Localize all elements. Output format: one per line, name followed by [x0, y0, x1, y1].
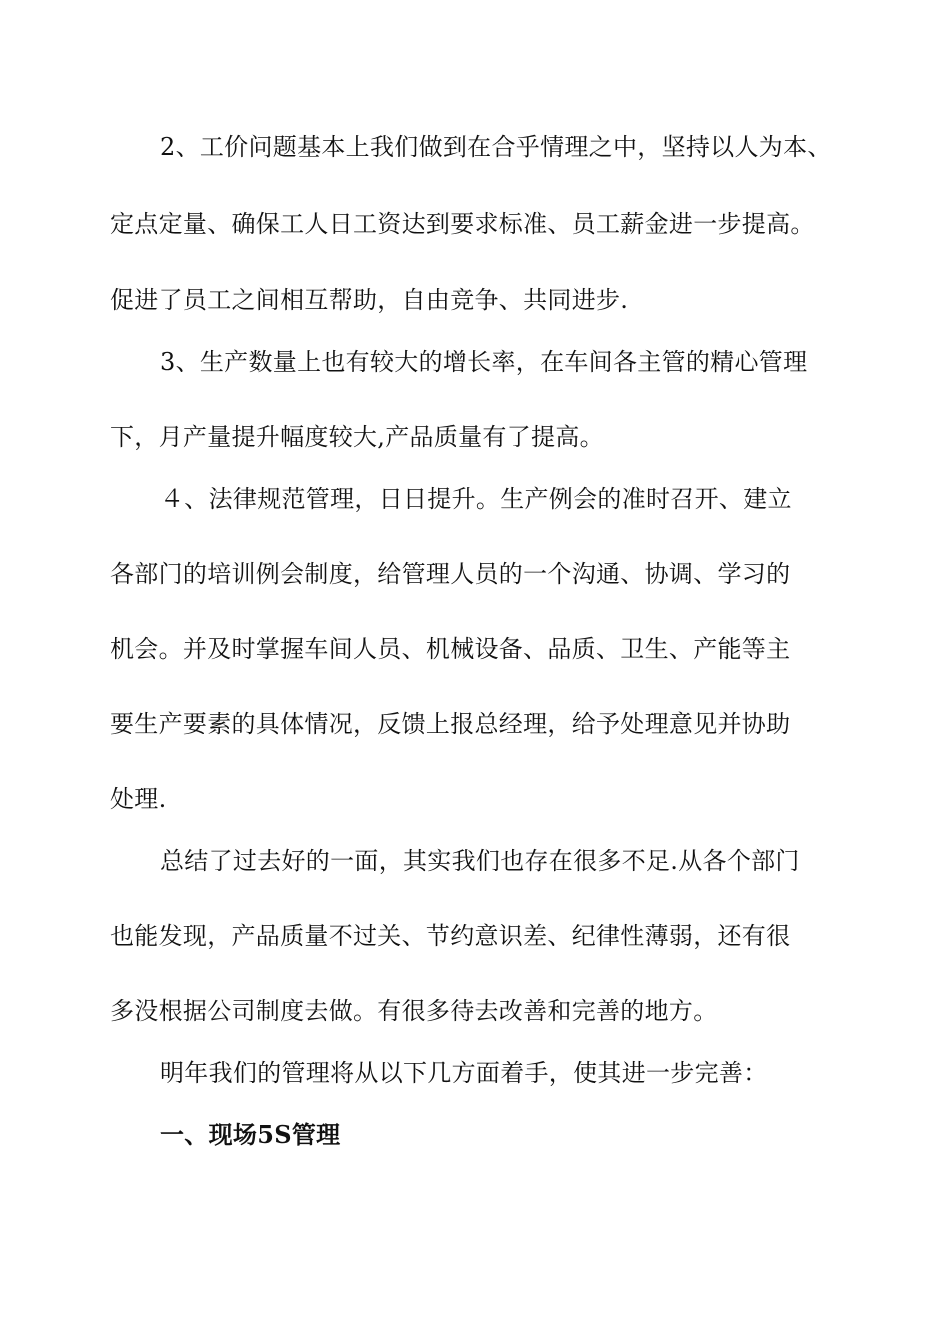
paragraph-line: 明年我们的管理将从以下几方面着手，使其进一步完善： — [160, 1059, 768, 1087]
section-heading: 一、现场5S管理 — [160, 1120, 341, 1149]
paragraph-line: 也能发现，产品质量不过关、节约意识差、纪律性薄弱，还有很 — [110, 922, 791, 950]
paragraph-line: 2、工价问题基本上我们做到在合乎情理之中，坚持以人为本、 — [160, 133, 832, 161]
paragraph-line: ４、法律规范管理，日日提升。生产例会的准时召开、建立 — [160, 485, 792, 513]
paragraph-line: 机会。并及时掌握车间人员、机械设备、品质、卫生、产能等主 — [110, 635, 791, 663]
paragraph-line: 多没根据公司制度去做。有很多待去改善和完善的地方。 — [110, 997, 718, 1025]
paragraph-line: 处理. — [110, 785, 167, 813]
paragraph-line: 各部门的培训例会制度，给管理人员的一个沟通、协调、学习的 — [110, 560, 791, 588]
paragraph-line: 要生产要素的具体情况，反馈上报总经理，给予处理意见并协助 — [110, 710, 791, 738]
paragraph-line: 定点定量、确保工人日工资达到要求标准、员工薪金进一步提高。 — [110, 210, 815, 238]
paragraph-line: 促进了员工之间相互帮助，自由竞争、共同进步. — [110, 286, 629, 314]
paragraph-line: 3、生产数量上也有较大的增长率，在车间各主管的精心管理 — [160, 348, 808, 376]
paragraph-line: 总结了过去好的一面，其实我们也存在很多不足.从各个部门 — [160, 847, 800, 875]
paragraph-line: 下，月产量提升幅度较大,产品质量有了提高。 — [110, 423, 604, 451]
